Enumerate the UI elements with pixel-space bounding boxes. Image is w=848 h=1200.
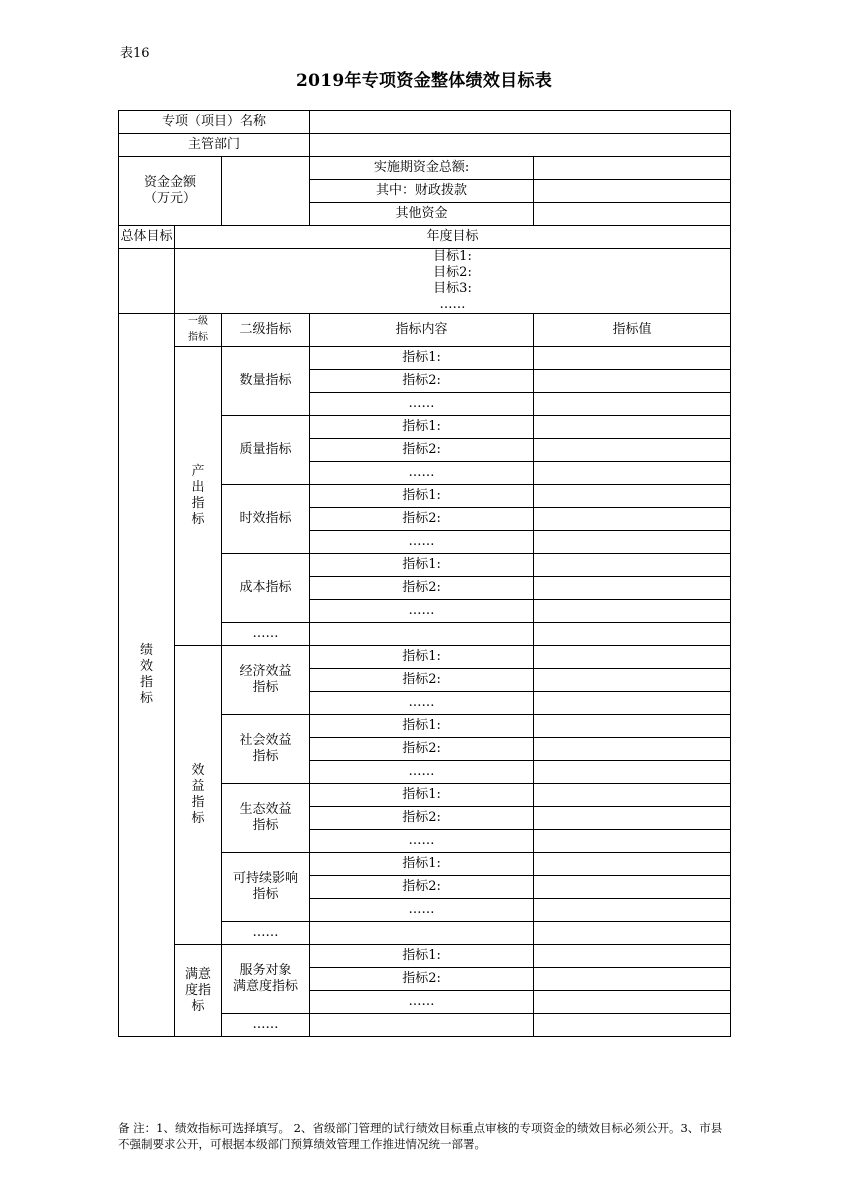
indicator-value-cell[interactable] [534,669,731,692]
label-funds-text: 资金金额 （万元） [143,175,196,206]
label-level2-indicator [222,485,310,554]
label-performance-indicators [119,314,175,1037]
row-department [119,134,731,157]
indicator-row [119,945,731,968]
indicator-value-cell[interactable] [534,899,731,922]
performance-goal-table [118,110,731,1037]
goal-line: 目标3: [433,281,472,296]
row-funds-total [119,157,731,180]
label-output-text: 产 出 指 标 [191,464,205,527]
row-project-name [119,111,731,134]
indicator-content-cell[interactable]: 指标1: [310,945,534,968]
indicator-value-cell[interactable] [534,807,731,830]
label-level2-indicator [222,715,310,784]
indicator-content-cell[interactable]: …… [310,830,534,853]
indicator-value-cell[interactable] [534,623,731,646]
goal-line: …… [439,297,466,312]
indicator-value-cell[interactable] [534,784,731,807]
indicator-content-cell[interactable]: …… [310,462,534,485]
label-annual-goal: 年度目标 [175,226,731,249]
indicator-value-cell[interactable] [534,347,731,370]
input-overall-goal[interactable] [119,249,175,314]
indicator-content-cell[interactable] [310,623,534,646]
level2-name: 生态效益 指标 [239,802,292,833]
indicator-content-cell[interactable]: 指标2: [310,738,534,761]
indicator-content-cell[interactable]: 指标1: [310,784,534,807]
label-other-funds: 其他资金 [310,203,534,226]
level2-more: …… [222,623,310,646]
indicator-value-cell[interactable] [534,439,731,462]
indicator-value-cell[interactable] [534,508,731,531]
label-level2-indicator [222,784,310,853]
indicator-value-cell[interactable] [534,738,731,761]
input-total-funds[interactable] [534,157,731,180]
indicator-content-cell[interactable]: 指标1: [310,715,534,738]
indicator-value-cell[interactable] [534,692,731,715]
indicator-content-cell[interactable]: …… [310,761,534,784]
indicator-row [119,347,731,370]
label-project-name: 专项（项目）名称 [119,111,310,134]
label-level2: 二级指标 [222,314,310,347]
label-indicator-content: 指标内容 [310,314,534,347]
indicator-content-cell[interactable]: 指标2: [310,370,534,393]
label-overall-goal: 总体目标 [119,226,175,249]
level2-name: 数量指标 [239,373,292,388]
level2-name: 时效指标 [239,511,292,526]
indicator-content-cell[interactable]: …… [310,991,534,1014]
indicator-content-cell[interactable]: …… [310,531,534,554]
indicator-content-cell[interactable]: 指标2: [310,577,534,600]
label-level1-text: 一级 指标 [188,316,208,343]
indicator-content-cell[interactable]: 指标2: [310,968,534,991]
indicator-content-cell[interactable]: 指标1: [310,646,534,669]
level2-name: 社会效益 指标 [239,733,292,764]
label-level2-indicator [222,347,310,416]
indicator-value-cell[interactable] [534,876,731,899]
level2-name: 成本指标 [239,580,292,595]
indicator-value-cell[interactable] [534,991,731,1014]
indicator-content-cell[interactable]: 指标1: [310,347,534,370]
input-other-funds[interactable] [534,203,731,226]
footnote: 备 注：1、绩效指标可选择填写。 2、省级部门管理的试行绩效目标重点审核的专项资金的绩效目标必须公开。3、市县不强制要求公开，可根据本级部门预算绩效管理工作推进情况统一部署。 [118,1121,723,1151]
label-total-funds: 实施期资金总额: [310,157,534,180]
label-performance-text: 绩 效 指 标 [139,643,153,706]
indicator-value-cell[interactable] [534,646,731,669]
indicator-content-cell[interactable]: 指标1: [310,416,534,439]
indicator-content-cell[interactable]: 指标2: [310,508,534,531]
label-effect-text: 效 益 指 标 [191,763,205,826]
indicator-value-cell[interactable] [534,945,731,968]
indicator-content-cell[interactable]: 指标1: [310,485,534,508]
indicator-content-cell[interactable]: …… [310,899,534,922]
indicator-content-cell[interactable]: 指标2: [310,876,534,899]
label-funds [119,157,222,226]
level2-name: 经济效益 指标 [239,664,292,695]
label-level2-indicator [222,646,310,715]
indicator-content-cell[interactable] [310,922,534,945]
indicator-value-cell[interactable] [534,554,731,577]
level2-more: …… [222,922,310,945]
indicator-value-cell[interactable] [534,715,731,738]
goal-line: 目标1: [433,249,472,264]
indicator-value-cell[interactable] [534,416,731,439]
indicator-value-cell[interactable] [534,830,731,853]
row-goal-header [119,226,731,249]
indicator-value-cell[interactable] [534,462,731,485]
input-funds-amount[interactable] [222,157,310,226]
indicator-value-cell[interactable] [534,968,731,991]
annual-goal-list[interactable] [175,249,731,314]
label-level2-indicator [222,554,310,623]
input-department[interactable] [310,134,731,157]
input-project-name[interactable] [310,111,731,134]
indicator-value-cell[interactable] [534,577,731,600]
indicator-value-cell[interactable] [534,761,731,784]
indicator-value-cell[interactable] [534,531,731,554]
indicator-value-cell[interactable] [534,485,731,508]
document-title: 2019年专项资金整体绩效目标表 [295,71,553,91]
label-satisfaction-text: 满意 度指 标 [184,966,211,1014]
indicator-content-cell[interactable]: …… [310,600,534,623]
label-level1 [175,314,222,347]
goal-line: 目标2: [433,265,472,280]
label-fiscal: 其中：财政拨款 [310,180,534,203]
indicator-value-cell[interactable] [534,853,731,876]
indicator-value-cell[interactable] [534,922,731,945]
indicator-content-cell[interactable]: 指标1: [310,853,534,876]
input-fiscal[interactable] [534,180,731,203]
indicator-value-cell[interactable] [534,370,731,393]
label-indicator-value: 指标值 [534,314,731,347]
indicator-content-cell[interactable]: 指标2: [310,669,534,692]
indicator-content-cell[interactable]: 指标2: [310,807,534,830]
level2-more: …… [222,1014,310,1037]
indicator-content-cell[interactable]: 指标2: [310,439,534,462]
indicator-value-cell[interactable] [534,393,731,416]
level2-name: 服务对象 满意度指标 [233,963,299,994]
level2-name: 可持续影响 指标 [233,871,299,902]
label-level2-indicator [222,945,310,1014]
indicator-content-cell[interactable] [310,1014,534,1037]
indicator-row [119,646,731,669]
label-level2-indicator [222,416,310,485]
label-department: 主管部门 [119,134,310,157]
indicator-content-cell[interactable]: 指标1: [310,554,534,577]
row-goal-body [119,249,731,314]
label-satisfaction-indicators [175,945,222,1037]
table-number: 表16 [120,46,150,61]
indicator-content-cell[interactable]: …… [310,692,534,715]
level2-name: 质量指标 [239,442,292,457]
indicator-value-cell[interactable] [534,600,731,623]
indicator-content-cell[interactable]: …… [310,393,534,416]
label-level2-indicator [222,853,310,922]
indicator-value-cell[interactable] [534,1014,731,1037]
label-output-indicators [175,347,222,646]
label-effect-indicators [175,646,222,945]
row-indicator-header [119,314,731,347]
